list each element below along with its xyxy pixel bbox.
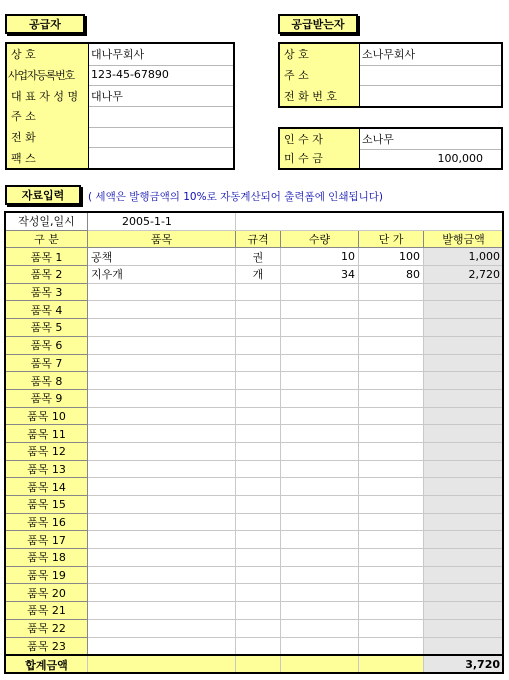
qty-cell[interactable] bbox=[281, 407, 359, 425]
table-row bbox=[6, 354, 504, 372]
receiver-field-row bbox=[280, 65, 501, 87]
spec-cell[interactable] bbox=[236, 549, 281, 567]
amount-cell bbox=[424, 301, 504, 319]
table-row bbox=[6, 619, 504, 637]
table-row bbox=[6, 531, 504, 549]
date-label: 작성일,일시 bbox=[6, 213, 88, 231]
receiver-panel bbox=[278, 42, 503, 108]
supplier-title: 공급자 bbox=[5, 14, 85, 34]
table-header bbox=[6, 230, 504, 248]
table-row bbox=[6, 460, 504, 478]
spec-cell[interactable] bbox=[236, 584, 281, 602]
price-cell[interactable] bbox=[359, 602, 424, 620]
amount-cell: 2,720 bbox=[424, 266, 504, 284]
spec-cell[interactable] bbox=[236, 425, 281, 443]
price-cell[interactable] bbox=[359, 478, 424, 496]
item-cell[interactable] bbox=[88, 619, 236, 637]
column-header: 수량 bbox=[281, 230, 359, 248]
column-header: 구 분 bbox=[6, 230, 88, 248]
date-row-empty bbox=[236, 213, 504, 231]
recipient-field-value[interactable]: 100,000 bbox=[437, 151, 483, 165]
row-label: 품목 7 bbox=[6, 354, 88, 372]
amount-cell bbox=[424, 336, 504, 354]
item-cell[interactable] bbox=[88, 407, 236, 425]
row-label: 품목 6 bbox=[6, 336, 88, 354]
spec-cell[interactable] bbox=[236, 637, 281, 655]
price-cell[interactable] bbox=[359, 619, 424, 637]
input-section-title: 자료입력 bbox=[5, 185, 81, 205]
table-row bbox=[6, 319, 504, 337]
row-label: 품목 13 bbox=[6, 460, 88, 478]
qty-cell[interactable] bbox=[281, 425, 359, 443]
date-value[interactable]: 2005-1-1 bbox=[88, 213, 236, 231]
row-label: 품목 8 bbox=[6, 372, 88, 390]
qty-cell[interactable] bbox=[281, 336, 359, 354]
item-cell[interactable]: 지우개 bbox=[88, 266, 236, 284]
table-row bbox=[6, 425, 504, 443]
spec-cell[interactable] bbox=[236, 496, 281, 514]
row-label: 품목 19 bbox=[6, 566, 88, 584]
row-label: 품목 11 bbox=[6, 425, 88, 443]
item-cell[interactable] bbox=[88, 319, 236, 337]
amount-cell bbox=[424, 602, 504, 620]
supplier-field-label: 대 표 자 성 명 bbox=[7, 85, 89, 106]
item-cell[interactable] bbox=[88, 496, 236, 514]
row-label: 품목 16 bbox=[6, 513, 88, 531]
qty-cell[interactable] bbox=[281, 513, 359, 531]
item-cell[interactable] bbox=[88, 460, 236, 478]
price-cell[interactable] bbox=[359, 425, 424, 443]
qty-cell[interactable] bbox=[281, 389, 359, 407]
price-cell[interactable] bbox=[359, 301, 424, 319]
price-cell[interactable] bbox=[359, 584, 424, 602]
table-row bbox=[6, 389, 504, 407]
price-cell[interactable] bbox=[359, 496, 424, 514]
total-row bbox=[6, 655, 504, 673]
spec-cell[interactable] bbox=[236, 354, 281, 372]
price-cell[interactable]: 80 bbox=[359, 266, 424, 284]
receiver-field-label: 주 소 bbox=[280, 65, 360, 86]
price-cell[interactable] bbox=[359, 531, 424, 549]
supplier-field-row bbox=[7, 85, 233, 107]
supplier-field-value[interactable]: 대나무회사 bbox=[91, 48, 145, 62]
item-cell[interactable] bbox=[88, 389, 236, 407]
amount-cell bbox=[424, 566, 504, 584]
price-cell[interactable] bbox=[359, 354, 424, 372]
item-cell[interactable] bbox=[88, 425, 236, 443]
row-label: 품목 15 bbox=[6, 496, 88, 514]
spec-cell[interactable] bbox=[236, 372, 281, 390]
price-cell[interactable] bbox=[359, 389, 424, 407]
qty-cell[interactable] bbox=[281, 319, 359, 337]
date-row bbox=[6, 213, 504, 231]
spec-cell[interactable] bbox=[236, 283, 281, 301]
row-label: 품목 18 bbox=[6, 549, 88, 567]
price-cell[interactable] bbox=[359, 460, 424, 478]
row-label: 품목 12 bbox=[6, 442, 88, 460]
item-cell[interactable] bbox=[88, 566, 236, 584]
amount-cell bbox=[424, 584, 504, 602]
row-label: 품목 17 bbox=[6, 531, 88, 549]
price-cell[interactable] bbox=[359, 283, 424, 301]
amount-cell bbox=[424, 389, 504, 407]
receiver-field-label: 전 화 번 호 bbox=[280, 85, 360, 106]
receiver-title: 공급받는자 bbox=[278, 14, 358, 34]
supplier-field-value[interactable]: 대나무 bbox=[91, 89, 123, 103]
spec-cell[interactable] bbox=[236, 407, 281, 425]
item-cell[interactable] bbox=[88, 531, 236, 549]
spec-cell[interactable] bbox=[236, 442, 281, 460]
spec-cell[interactable] bbox=[236, 460, 281, 478]
spec-cell[interactable] bbox=[236, 566, 281, 584]
supplier-field-row bbox=[7, 44, 233, 66]
column-header: 발행금액 bbox=[424, 230, 504, 248]
total-amount: 3,720 bbox=[424, 655, 504, 673]
receiver-field-row bbox=[280, 85, 501, 106]
item-cell[interactable] bbox=[88, 336, 236, 354]
row-label: 품목 1 bbox=[6, 248, 88, 266]
row-label: 품목 9 bbox=[6, 389, 88, 407]
recipient-field-value[interactable]: 소나무 bbox=[362, 132, 394, 146]
tax-note: ( 세액은 발행금액의 10%로 자동계산되어 출력폼에 인쇄됩니다) bbox=[88, 191, 383, 203]
qty-cell[interactable] bbox=[281, 549, 359, 567]
price-cell[interactable] bbox=[359, 319, 424, 337]
amount-cell bbox=[424, 460, 504, 478]
qty-cell[interactable] bbox=[281, 496, 359, 514]
supplier-field-value[interactable] bbox=[89, 127, 233, 148]
recipient-field-label: 미 수 금 bbox=[280, 149, 360, 169]
total-empty-cell bbox=[281, 655, 359, 673]
item-cell[interactable] bbox=[88, 354, 236, 372]
table-row bbox=[6, 637, 504, 655]
total-empty-cell bbox=[236, 655, 281, 673]
column-header: 품목 bbox=[88, 230, 236, 248]
price-cell[interactable] bbox=[359, 336, 424, 354]
total-label: 합계금액 bbox=[6, 655, 88, 673]
amount-cell bbox=[424, 319, 504, 337]
row-label: 품목 2 bbox=[6, 266, 88, 284]
spec-cell[interactable]: 개 bbox=[236, 266, 281, 284]
table-row bbox=[6, 336, 504, 354]
recipient-field-row bbox=[280, 129, 501, 150]
amount-cell bbox=[424, 549, 504, 567]
supplier-field-row bbox=[7, 65, 233, 87]
column-header: 단 가 bbox=[359, 230, 424, 248]
supplier-field-label: 상 호 bbox=[7, 44, 89, 65]
table-row bbox=[6, 372, 504, 390]
qty-cell[interactable] bbox=[281, 354, 359, 372]
amount-cell bbox=[424, 442, 504, 460]
supplier-field-value[interactable] bbox=[89, 147, 233, 168]
row-label: 품목 21 bbox=[6, 602, 88, 620]
spec-cell[interactable] bbox=[236, 531, 281, 549]
row-label: 품목 3 bbox=[6, 283, 88, 301]
qty-cell[interactable]: 34 bbox=[281, 266, 359, 284]
receiver-field-label: 상 호 bbox=[280, 44, 360, 65]
row-label: 품목 4 bbox=[6, 301, 88, 319]
table-row bbox=[6, 407, 504, 425]
supplier-field-row bbox=[7, 106, 233, 128]
amount-cell: 1,000 bbox=[424, 248, 504, 266]
qty-cell[interactable] bbox=[281, 584, 359, 602]
amount-cell bbox=[424, 478, 504, 496]
table-row bbox=[6, 566, 504, 584]
table-row bbox=[6, 266, 504, 284]
row-label: 품목 10 bbox=[6, 407, 88, 425]
recipient-panel bbox=[278, 127, 503, 170]
price-cell[interactable] bbox=[359, 513, 424, 531]
spec-cell[interactable] bbox=[236, 478, 281, 496]
table-row bbox=[6, 513, 504, 531]
price-cell[interactable] bbox=[359, 407, 424, 425]
row-label: 품목 23 bbox=[6, 637, 88, 655]
price-cell[interactable] bbox=[359, 637, 424, 655]
item-cell[interactable] bbox=[88, 602, 236, 620]
qty-cell[interactable] bbox=[281, 283, 359, 301]
spec-cell[interactable] bbox=[236, 389, 281, 407]
supplier-field-label: 전 화 bbox=[7, 127, 89, 148]
supplier-field-label: 팩 스 bbox=[7, 147, 89, 168]
supplier-field-value[interactable]: 123-45-67890 bbox=[91, 68, 169, 82]
spec-cell[interactable] bbox=[236, 619, 281, 637]
table-row bbox=[6, 442, 504, 460]
recipient-field-label: 인 수 자 bbox=[280, 129, 360, 149]
items-table bbox=[5, 212, 504, 674]
item-cell[interactable] bbox=[88, 442, 236, 460]
amount-cell bbox=[424, 513, 504, 531]
table-row bbox=[6, 301, 504, 319]
qty-cell[interactable] bbox=[281, 460, 359, 478]
qty-cell[interactable] bbox=[281, 566, 359, 584]
price-cell[interactable] bbox=[359, 442, 424, 460]
supplier-field-label: 주 소 bbox=[7, 106, 89, 127]
row-label: 품목 22 bbox=[6, 619, 88, 637]
item-cell[interactable] bbox=[88, 584, 236, 602]
table-row bbox=[6, 283, 504, 301]
qty-cell[interactable] bbox=[281, 478, 359, 496]
amount-cell bbox=[424, 283, 504, 301]
amount-cell bbox=[424, 496, 504, 514]
total-empty-cell bbox=[88, 655, 236, 673]
amount-cell bbox=[424, 619, 504, 637]
amount-cell bbox=[424, 531, 504, 549]
amount-cell bbox=[424, 637, 504, 655]
price-cell[interactable] bbox=[359, 566, 424, 584]
amount-cell bbox=[424, 407, 504, 425]
spec-cell[interactable] bbox=[236, 513, 281, 531]
receiver-field-value[interactable]: 소나무회사 bbox=[362, 48, 416, 62]
table-row bbox=[6, 584, 504, 602]
spec-cell[interactable]: 권 bbox=[236, 248, 281, 266]
row-label: 품목 5 bbox=[6, 319, 88, 337]
supplier-field-row bbox=[7, 147, 233, 168]
qty-cell[interactable]: 10 bbox=[281, 248, 359, 266]
item-cell[interactable] bbox=[88, 283, 236, 301]
item-cell[interactable] bbox=[88, 372, 236, 390]
amount-cell bbox=[424, 372, 504, 390]
spec-cell[interactable] bbox=[236, 301, 281, 319]
supplier-field-label: 사업자등록번호 bbox=[7, 65, 89, 86]
row-label: 품목 14 bbox=[6, 478, 88, 496]
receiver-field-row bbox=[280, 44, 501, 66]
qty-cell[interactable] bbox=[281, 637, 359, 655]
spec-cell[interactable] bbox=[236, 602, 281, 620]
qty-cell[interactable] bbox=[281, 301, 359, 319]
recipient-field-row bbox=[280, 149, 501, 169]
qty-cell[interactable] bbox=[281, 602, 359, 620]
item-cell[interactable] bbox=[88, 637, 236, 655]
table-row bbox=[6, 496, 504, 514]
item-cell[interactable] bbox=[88, 301, 236, 319]
row-label: 품목 20 bbox=[6, 584, 88, 602]
item-cell[interactable]: 공책 bbox=[88, 248, 236, 266]
price-cell[interactable] bbox=[359, 549, 424, 567]
amount-cell bbox=[424, 425, 504, 443]
item-cell[interactable] bbox=[88, 513, 236, 531]
item-cell[interactable] bbox=[88, 549, 236, 567]
supplier-field-row bbox=[7, 127, 233, 149]
table-row bbox=[6, 549, 504, 567]
spec-cell[interactable] bbox=[236, 336, 281, 354]
table-row bbox=[6, 248, 504, 266]
item-cell[interactable] bbox=[88, 478, 236, 496]
table-row bbox=[6, 602, 504, 620]
qty-cell[interactable] bbox=[281, 372, 359, 390]
spec-cell[interactable] bbox=[236, 319, 281, 337]
price-cell[interactable]: 100 bbox=[359, 248, 424, 266]
supplier-field-value[interactable] bbox=[89, 106, 233, 127]
receiver-field-value[interactable] bbox=[360, 85, 501, 106]
qty-cell[interactable] bbox=[281, 442, 359, 460]
supplier-panel bbox=[5, 42, 235, 170]
table-row bbox=[6, 478, 504, 496]
amount-cell bbox=[424, 354, 504, 372]
column-header: 규격 bbox=[236, 230, 281, 248]
qty-cell[interactable] bbox=[281, 531, 359, 549]
receiver-field-value[interactable] bbox=[360, 65, 501, 86]
qty-cell[interactable] bbox=[281, 619, 359, 637]
total-empty-cell bbox=[359, 655, 424, 673]
price-cell[interactable] bbox=[359, 372, 424, 390]
